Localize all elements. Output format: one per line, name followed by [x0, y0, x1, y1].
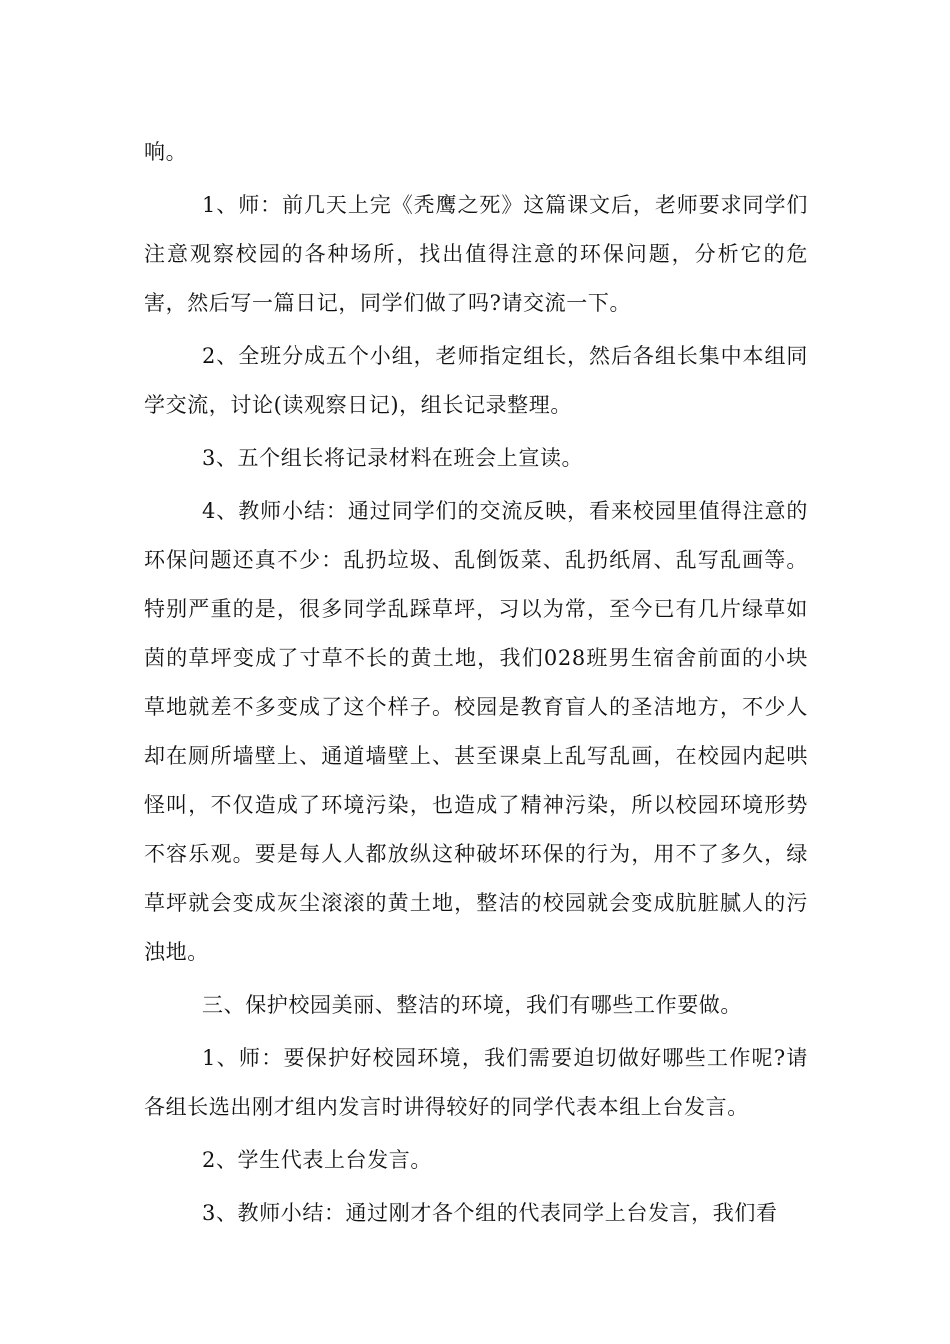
- paragraph-student-speech: 2、学生代表上台发言。: [202, 1148, 432, 1172]
- paragraph-observation-task: 1、师：前几天上完《秃鹰之死》这篇课文后，老师要求同学们注意观察校园的各种场所，找出值得注意的环保问题，分析它的危害，然后写一篇日记，同学们做了吗?请交流一下。: [144, 193, 808, 315]
- paragraph-teacher-summary-2: 3、教师小结：通过刚才各个组的代表同学上台发言，我们看: [202, 1201, 778, 1225]
- paragraph-teacher-summary: 4、教师小结：通过同学们的交流反映，看来校园里值得注意的环保问题还真不少：乱扔垃圾、乱倒饭菜、乱扔纸屑、乱写乱画等。特别严重的是，很多同学乱踩草坪，习以为常，至今已有几片绿草如茵的草坪变成了寸草不长的黄土地，我们028班男生宿舍前面的小块草地就差不多变成了这个样子。校园是教育盲人的圣洁地方，不少人却在厕所墙壁上、通道墙壁上、甚至课桌上乱写乱画，在校园内起哄怪叫，不仅造成了环境污染，也造成了精神污染，所以校园环境形势不容乐观。要是每人人都放纵这种破坏环保的行为，用不了多久，绿草坪就会变成灰尘滚滚的黄土地，整洁的校园就会变成肮脏腻人的污浊地。: [144, 499, 808, 964]
- paragraph-group-discussion: 2、全班分成五个小组，老师指定组长，然后各组长集中本组同学交流，讨论(读观察日记)，组长记录整理。: [144, 344, 808, 417]
- document-page: [144, 128, 808, 1238]
- paragraph-teacher-question: 1、师：要保护好校园环境，我们需要迫切做好哪些工作呢?请各组长选出刚才组内发言时讲得较好的同学代表本组上台发言。: [144, 1046, 808, 1119]
- paragraph-continuation: 响。: [144, 140, 188, 164]
- paragraph-group-reading: 3、五个组长将记录材料在班会上宣读。: [202, 446, 584, 470]
- section-heading-protect-campus: 三、保护校园美丽、整洁的环境，我们有哪些工作要做。: [202, 993, 742, 1017]
